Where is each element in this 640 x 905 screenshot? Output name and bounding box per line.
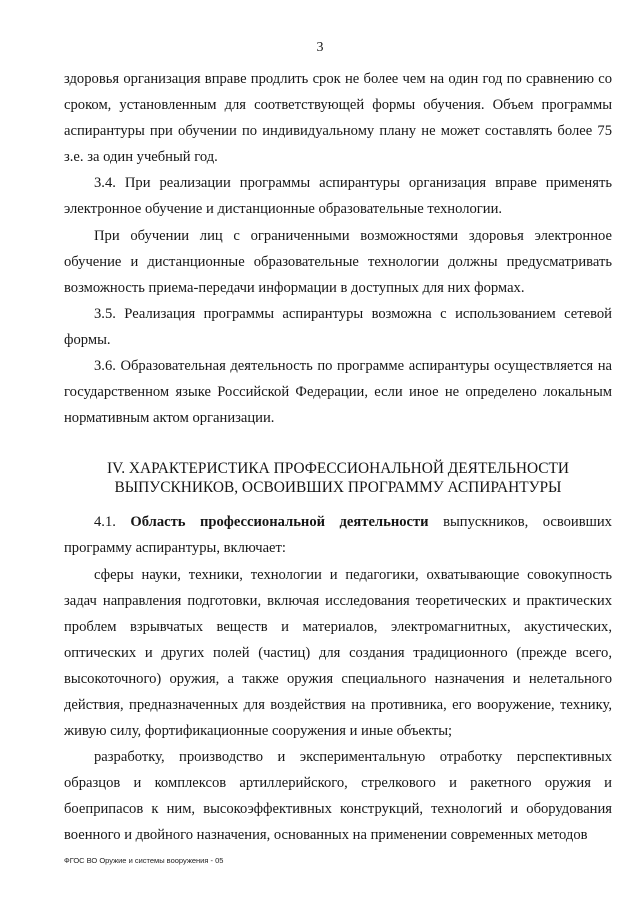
section-heading: [64, 459, 612, 497]
paragraph-4-1-text: выпускников, освоивших программу аспирантуры, включает:: [64, 514, 612, 557]
paragraph-3-4: 3.4. При реализации программы аспирантуры организация вправе применять электронное обучение и дистанционные образовательные технологии.: [64, 175, 612, 218]
paragraph-3-5: 3.5. Реализация программы аспирантуры возможна с использованием сетевой формы.: [64, 305, 612, 348]
page-number: 3: [316, 40, 324, 55]
paragraph-continuation: здоровья организация вправе продлить срок не более чем на один год по сравнению со сроком, установленным для соответствующей формы обучения. Объем программы аспирантуры при обучении по индивидуальному плану не может составлять более 75 з.е. за один учебный год.: [64, 71, 612, 166]
list-item-science-spheres: сферы науки, техники, технологии и педагогики, охватывающие совокупность задач направления подготовки, включая исследования теоретических и практических проблем взрывчатых веществ и материалов, электромагнитных, акустических, оптических и других полей (частиц) для создания традиционного (прежде всего, высокоточного) оружия, а также оружия специального назначения и нелетального действия, предназначенных для воздействия на противника, его вооружение, технику, живую силу, фортификационные сооружения и иные объекты;: [64, 566, 612, 740]
paragraph-3-6: 3.6. Образовательная деятельность по программе аспирантуры осуществляется на государственном языке Российской Федерации, если иное не определено локальным нормативным актом организации.: [64, 358, 612, 427]
paragraph-4-1-number: 4.1.: [94, 514, 116, 531]
paragraph-disabilities: При обучении лиц с ограниченными возможностями здоровья электронное обучение и дистанционные образовательные технологии должны предусматривать возможность приема-передачи информации в доступных для них формах.: [64, 227, 612, 296]
page-footer: ФГОС ВО Оружие и системы вооружения - 05: [64, 856, 224, 865]
list-item-development: разработку, производство и экспериментальную отработку перспективных образцов и комплексов артиллерийского, стрелкового и ракетного оружия и боеприпасов к ним, высокоэффективных конструкций, технологий и оборудования военного и двойного назначения, основанных на применении современных методов: [64, 749, 612, 844]
section-heading-line-2: ВЫПУСКНИКОВ, ОСВОИВШИХ ПРОГРАММУ АСПИРАНТУРЫ: [114, 479, 562, 497]
body-text: [64, 66, 612, 849]
defined-term: Область профессиональной деятельности: [130, 514, 429, 531]
paragraph-4-1: [64, 509, 612, 561]
section-heading-line-1: IV. ХАРАКТЕРИСТИКА ПРОФЕССИОНАЛЬНОЙ ДЕЯТЕЛЬНОСТИ: [106, 460, 570, 478]
